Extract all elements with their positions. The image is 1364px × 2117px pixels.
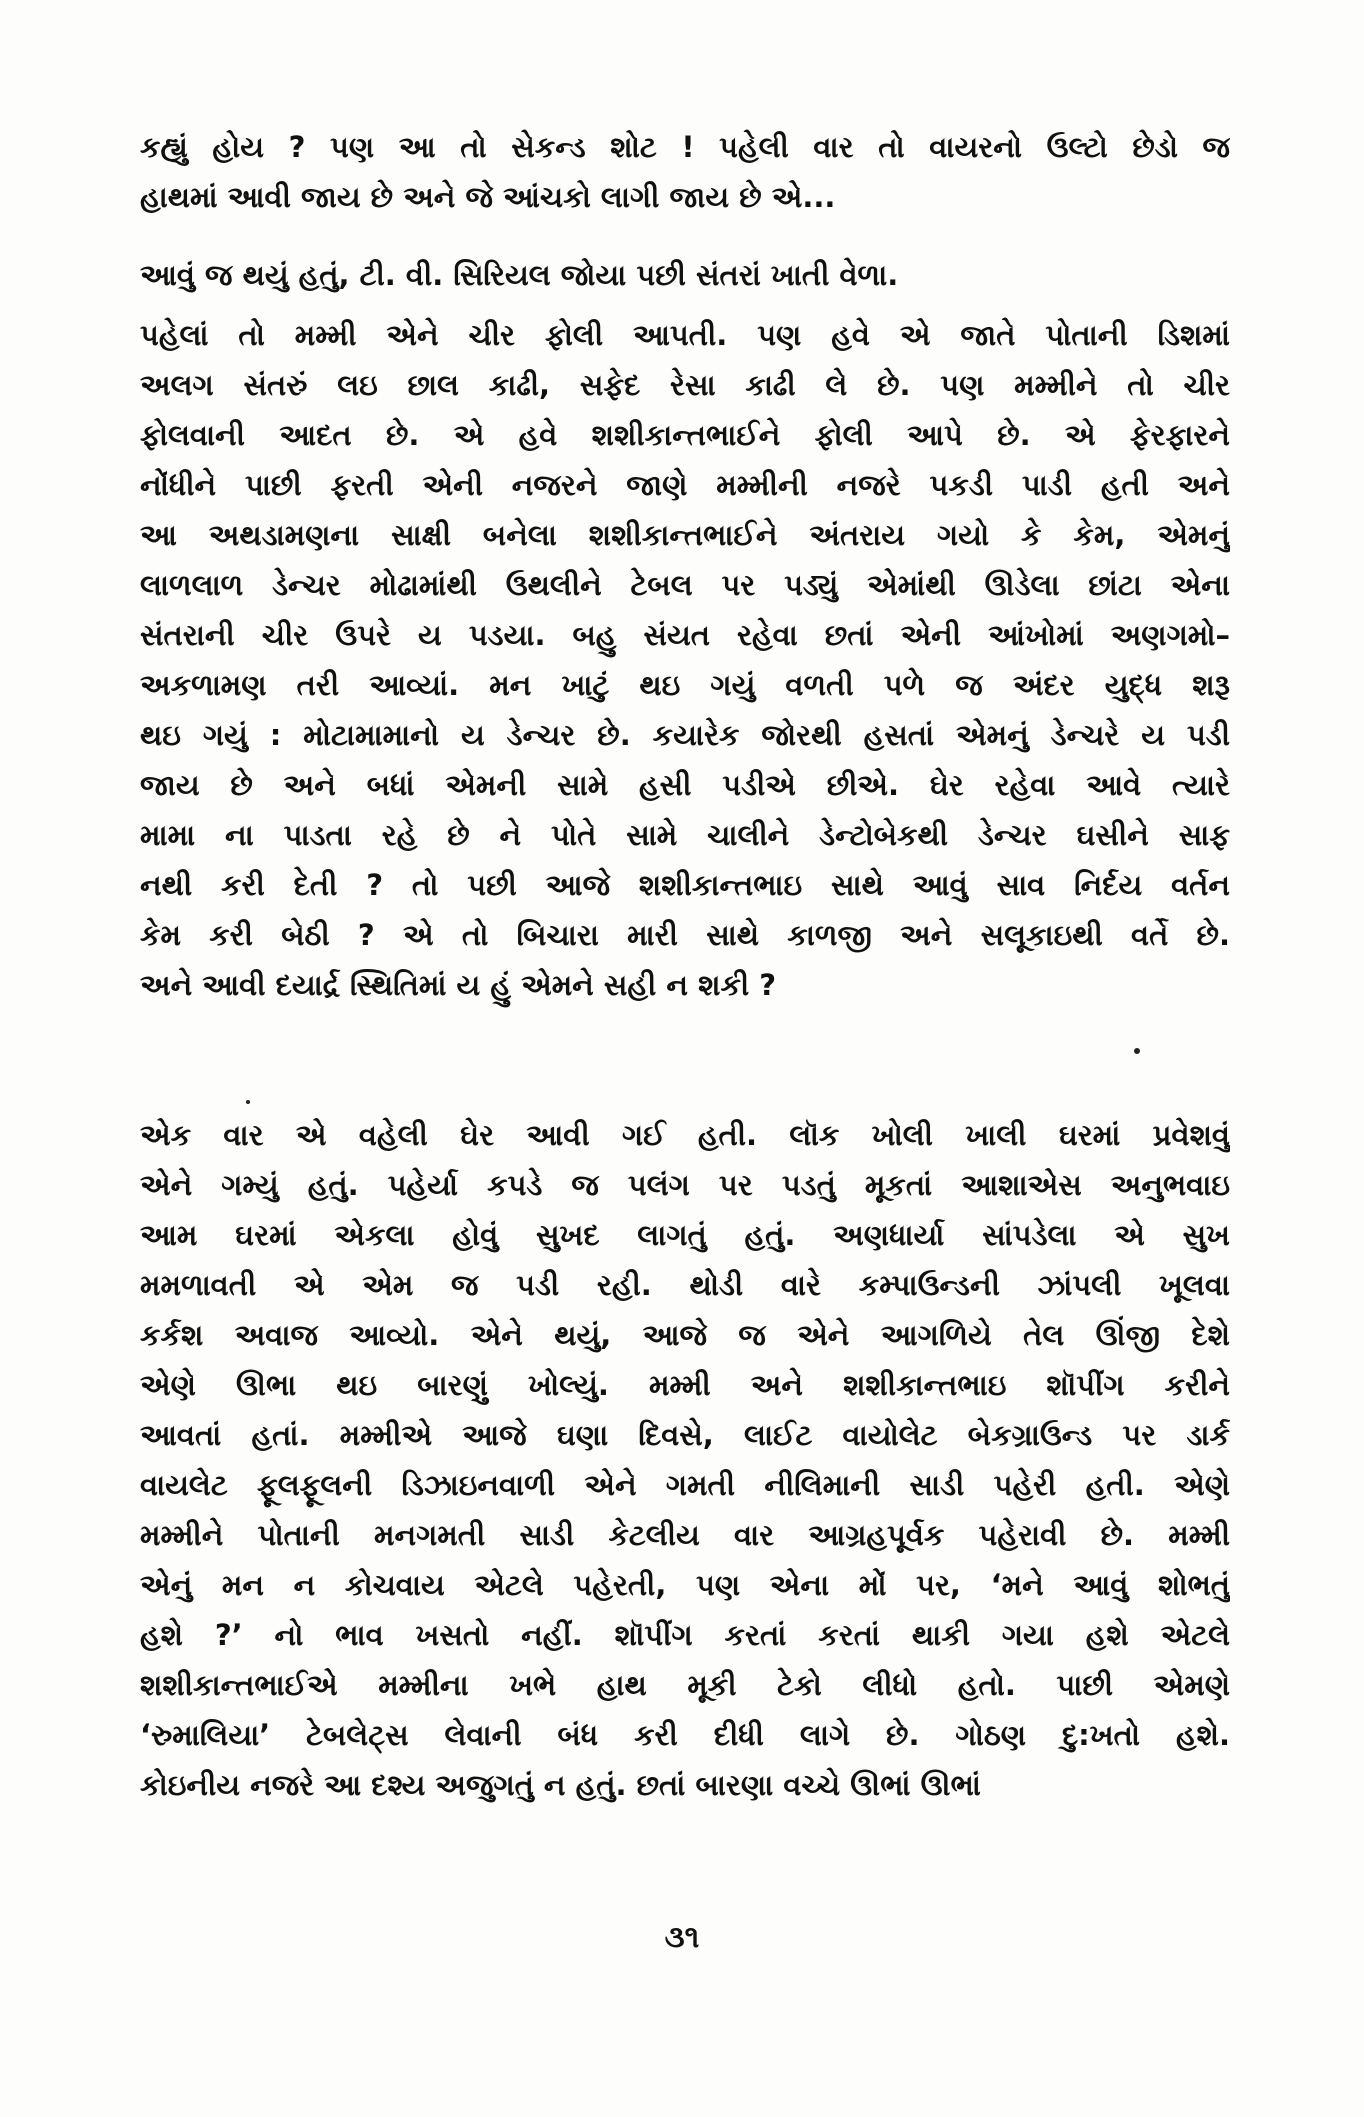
text-line: એણે ઊભા થઇ બારણું ખોલ્યું. મમ્મી અને શશીકાન્તભાઇ શૉપીંગ કરીને [140,1368,1230,1402]
text-line: મમ્મીને પોતાની મનગમતી સાડી કેટલીય વાર આગ્રહપૂર્વક પહેરાવી છે. મમ્મી [140,1518,1230,1552]
text-line: કોઇનીય નજરે આ દશ્ય અજુગતું ન હતું. છતાં બારણા વચ્ચે ઊભાં ઊભાં [140,1768,981,1802]
text-line: લાળલાળ ડેન્ચર મોઢામાંથી ઉથલીને ટેબલ પર પડ્યું એમાંથી ઊડેલા છાંટા એના [140,568,1230,602]
text-line: કર્કશ અવાજ આવ્યો. એને થયું, આજે જ એને આગળિયે તેલ ઊંજી દેશે [140,1318,1230,1352]
text-line: ‘રુમાલિયા’ ટેબલેટ્સ લેવાની બંધ કરી દીધી લાગે છે. ગોઠણ દુ:ખતો હશે. [140,1718,1230,1752]
text-line: આ અથડામણના સાક્ષી બનેલા શશીકાન્તભાઈને અંતરાય ગયો કે કેમ, એમનું [140,518,1230,552]
text-line: આવું જ થયું હતું, ટી. વી. સિરિયલ જોયા પછી સંતરાં ખાતી વેળા. [140,258,899,292]
print-speck [1134,1048,1140,1054]
text-line: એને ગમ્યું હતું. પહેર્યા કપડે જ પલંગ પર પડતું મૂકતાં આશાએસ અનુભવાઇ [140,1168,1230,1202]
text-line: અને આવી દયાર્દ્ર સ્થિતિમાં ય હું એમને સહી ન શકી ? [140,968,777,1002]
text-line: એનું મન ન કોચવાય એટલે પહેરતી, પણ એના મોં પર, ‘મને આવું શોભતું [140,1568,1230,1602]
text-line: એક વાર એ વહેલી ઘેર આવી ગઈ હતી. લૉક ખોલી ખાલી ઘરમાં પ્રવેશવું [140,1118,1230,1152]
text-line: કહ્યું હોય ? પણ આ તો સેકન્ડ શોટ ! પહેલી વાર તો વાયરનો ઉલ્ટો છેડો જ [140,130,1230,164]
paragraph-sentence [140,250,1230,300]
text-line: પહેલાં તો મમ્મી એને ચીર ફોલી આપતી. પણ હવે એ જાતે પોતાની ડિશમાં [140,318,1230,352]
text-line: સંતરાની ચીર ઉપરે ય પડયા. બહુ સંયત રહેવા છતાં એની આંખોમાં અણગમો– [140,618,1230,652]
text-line: અકળામણ તરી આવ્યાં. મન ખાટું થઇ ગયું વળતી પળે જ અંદર યુદ્ધ શરૂ [140,668,1230,702]
text-line: ફોલવાની આદત છે. એ હવે શશીકાન્તભાઈને ફોલી આપે છે. એ ફેરફારને [140,418,1230,452]
print-speck [246,1100,250,1104]
text-line: વાયલેટ ફૂલફૂલની ડિઝાઇનવાળી એને ગમતી નીલિમાની સાડી પહેરી હતી. એણે [140,1468,1230,1502]
page-number: ૩૧ [664,1920,700,1955]
paragraph-main [140,310,1230,1010]
text-line: કેમ કરી બેઠી ? એ તો બિચારા મારી સાથે કાળજી અને સલૂકાઇથી વર્તે છે. [140,918,1230,952]
text-line: થઇ ગયું : મોટામામાનો ય ડેન્ચર છે. કયારેક જોરથી હસતાં એમનું ડેન્ચરે ય પડી [140,718,1230,752]
text-line: હાથમાં આવી જાય છે અને જે આંચકો લાગી જાય છે એ... [140,180,836,214]
text-line: જાય છે અને બધાં એમની સામે હસી પડીએ છીએ. ઘેર રહેવા આવે ત્યારે [140,768,1230,802]
text-line: અલગ સંતરું લઇ છાલ કાઢી, સફેદ રેસા કાઢી લે છે. પણ મમ્મીને તો ચીર [140,368,1230,402]
text-line: હશે ?’ નો ભાવ ખસતો નહીં. શૉપીંગ કરતાં કરતાં થાકી ગયા હશે એટલે [140,1618,1230,1652]
text-line: આવતાં હતાં. મમ્મીએ આજે ઘણા દિવસે, લાઈટ વાયોલેટ બેકગ્રાઉન્ડ પર ડાર્ક [140,1418,1230,1452]
text-line: નથી કરી દેતી ? તો પછી આજે શશીકાન્તભાઇ સાથે આવું સાવ નિર્દય વર્તન [140,868,1230,902]
text-line: શશીકાન્તભાઈએ મમ્મીના ખભે હાથ મૂકી ટેકો લીધો હતો. પાછી એમણે [140,1668,1230,1702]
paragraph-continuation [140,122,1230,222]
text-line: નોંધીને પાછી ફરતી એની નજરને જાણે મમ્મીની નજરે પકડી પાડી હતી અને [140,468,1230,502]
text-line: મામા ના પાડતા રહે છે ને પોતે સામે ચાલીને ડેન્ટોબેકથી ડેન્ચર ઘસીને સાફ [140,818,1230,852]
text-line: આમ ઘરમાં એકલા હોવું સુખદ લાગતું હતું. અણધાર્યા સાંપડેલા એ સુખ [140,1218,1230,1252]
paragraph-second [140,1110,1230,1810]
text-line: મમળાવતી એ એમ જ પડી રહી. થોડી વારે કમ્પાઉન્ડની ઝાંપલી ખૂલવા [140,1268,1230,1302]
